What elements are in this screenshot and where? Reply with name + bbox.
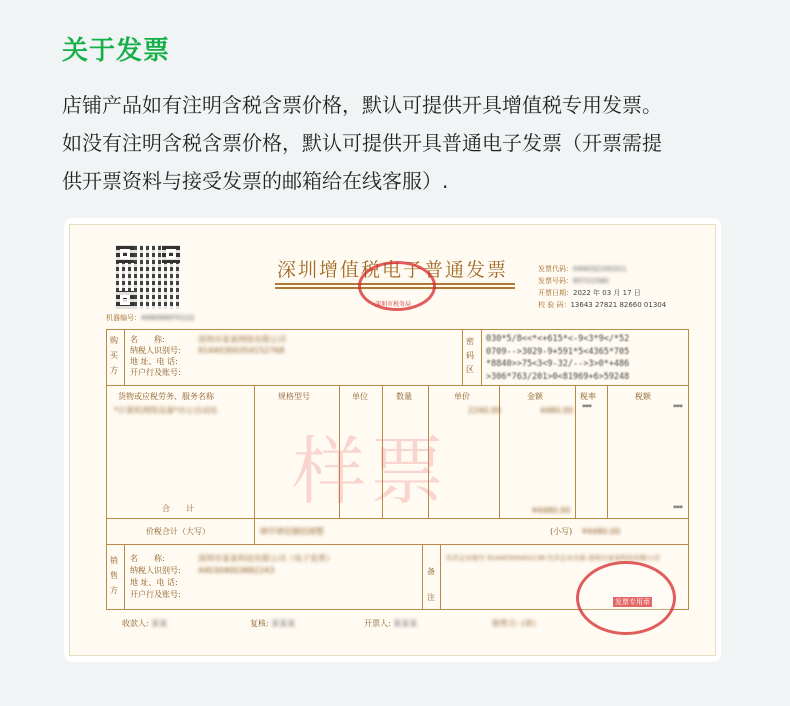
seller-section-label: 销售方 xyxy=(110,556,118,595)
invoice-heading: 深圳增值税电子普通发票 xyxy=(277,259,509,281)
paragraph-line: 供开票资料与接受发票的邮箱给在线客服）. xyxy=(62,169,449,193)
column-header: 金额 xyxy=(527,392,543,401)
column-header: 数量 xyxy=(396,392,412,401)
column-header: 税额 xyxy=(635,392,651,401)
buyer-values: 深圳市某某网络有限公司 91440300354152768 xyxy=(198,335,286,355)
reviewer: 复核: 某某某 xyxy=(250,619,296,628)
cipher-area: 030*5/8<<*<+615*<-9<3*9</*52 0709-->3029-9+591*5<4365*705 *8840>>75<3<9-32/-->3>0*+486 >306*763/201>0<81969+6>59248 xyxy=(486,334,630,382)
sample-watermark: 样票 xyxy=(292,429,448,515)
total-amount: ¥4480.00 xyxy=(532,506,571,515)
invoice-card xyxy=(64,218,721,662)
seller-seal: 发票专用章 xyxy=(576,561,676,635)
total-tax: *** xyxy=(673,504,682,513)
payee: 收款人: 某某 xyxy=(122,619,168,628)
remark-section-label: 备注 xyxy=(427,567,435,602)
total-label: 合 计 xyxy=(162,504,194,513)
column-header: 货物或应税劳务、服务名称 xyxy=(118,392,214,401)
grand-total-small-label: (小写) xyxy=(550,527,573,536)
grand-total-words: 肆仟肆佰捌拾圆整 xyxy=(260,527,324,536)
sample-invoice xyxy=(69,224,716,656)
qr-code-icon xyxy=(116,245,180,309)
paragraph-line: 如没有注明含税含票价格，默认可提供开具普通电子发票（开票需提 xyxy=(62,131,662,155)
invoice-meta: 发票代码：044032100311 发票号码：65721580 开票日期：2022 年 03 月 17 日 校 验 码：13643 27821 82660 01304 xyxy=(538,265,667,309)
column-header: 单位 xyxy=(352,392,368,401)
grand-total-label: 价税合计（大写） xyxy=(146,527,210,536)
item-amount: 4480.00 xyxy=(540,406,574,415)
description-paragraph xyxy=(62,86,742,200)
machine-number: 机器编号：499099970122 xyxy=(106,314,195,322)
column-header: 单价 xyxy=(454,392,470,401)
item-name: *计算机网络设备*办公自动化 xyxy=(114,406,218,415)
buyer-field-labels: 名 称: 纳税人识别号: 地 址、电 话: 开户行及账号: xyxy=(130,335,181,377)
item-tax: *** xyxy=(673,403,682,412)
item-price: 2240.00 xyxy=(468,406,502,415)
tax-bureau-seal: 深圳市税务局 xyxy=(358,261,436,311)
cipher-section-label: 密码区 xyxy=(466,337,474,374)
page-title: 关于发票 xyxy=(62,36,171,66)
grand-total-small: ¥4480.00 xyxy=(582,527,621,536)
paragraph-line: 店铺产品如有注明含税含票价格，默认可提供开具增值税专用发票。 xyxy=(62,93,662,117)
buyer-section-label: 购买方 xyxy=(110,336,118,375)
column-header: 税率 xyxy=(580,392,596,401)
seller-values: 深圳市某某科技有限公司（电子发票） 440304003882243 xyxy=(198,554,334,575)
seller-field-labels: 名 称: 纳税人识别号: 地 址、电 话: 开户行及账号: xyxy=(130,554,181,599)
remark-text: 代开企业税号 91440300452138 代开企业名称 深圳市某某科技有限公司 xyxy=(446,554,660,562)
drawer: 开票人: 某某某 xyxy=(364,619,418,628)
column-header: 规格型号 xyxy=(278,392,310,401)
seller-sign-label: 销售方: (章) xyxy=(492,619,536,628)
item-rate: *** xyxy=(582,403,591,412)
